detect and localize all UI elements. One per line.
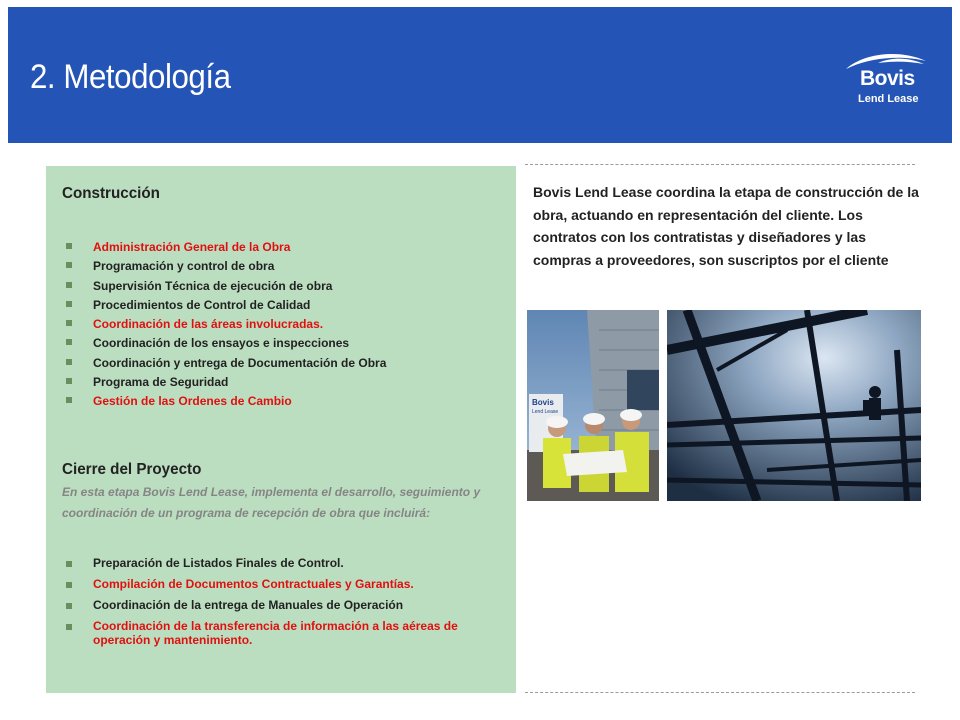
cierre-item xyxy=(62,577,508,591)
square-bullet-icon xyxy=(66,561,72,567)
construccion-item-label: Coordinación de los ensayos e inspecciones xyxy=(93,336,350,351)
construccion-item xyxy=(62,373,502,392)
photo-sign-subtext: Lend Lease xyxy=(532,409,559,415)
cierre-item-label: Compilación de Documentos Contractuales y Garantías. xyxy=(93,577,414,591)
cierre-item xyxy=(62,598,508,612)
divider-bottom xyxy=(525,692,915,693)
photo-workers xyxy=(527,310,659,501)
construccion-item-label: Procedimientos de Control de Calidad xyxy=(93,297,311,312)
logo-name: Bovis xyxy=(860,67,915,90)
cierre-intro: En esta etapa Bovis Lend Lease, implementa el desarrollo, seguimiento y coordinación de un programa de recepción de obra que incluirá: xyxy=(62,485,481,520)
cierre-title: Cierre del Proyecto xyxy=(62,461,202,478)
construccion-item-label: Supervisión Técnica de ejecución de obra xyxy=(93,278,333,293)
header-banner xyxy=(8,7,952,143)
square-bullet-icon xyxy=(66,262,72,268)
logo-subtitle: Lend Lease xyxy=(858,93,919,105)
cierre-item xyxy=(62,556,508,570)
divider-top xyxy=(525,164,915,165)
bovis-logo xyxy=(836,51,936,121)
photo-steel-structure xyxy=(667,310,921,501)
square-bullet-icon xyxy=(66,624,72,630)
construccion-item-label: Coordinación de las áreas involucradas. xyxy=(93,317,324,332)
square-bullet-icon xyxy=(66,603,72,609)
construccion-item xyxy=(62,354,502,373)
construccion-item xyxy=(62,257,502,276)
methodology-panel xyxy=(46,166,516,693)
construccion-item xyxy=(62,315,502,334)
construccion-item xyxy=(62,238,502,257)
square-bullet-icon xyxy=(66,582,72,588)
construccion-item-label: Administración General de la Obra xyxy=(93,240,291,254)
construccion-item xyxy=(62,334,502,353)
construccion-item-label: Coordinación y entrega de Documentación de Obra xyxy=(93,355,387,370)
construccion-item xyxy=(62,296,502,315)
square-bullet-icon xyxy=(66,378,72,384)
construccion-item xyxy=(62,277,502,296)
construccion-title: Construcción xyxy=(62,185,160,202)
square-bullet-icon xyxy=(66,301,72,307)
construccion-list xyxy=(62,238,502,412)
page-title: 2. Metodología xyxy=(30,58,231,96)
cierre-item-label: Preparación de Listados Finales de Control. xyxy=(93,556,344,570)
photo-sign-text: Bovis xyxy=(532,398,554,407)
square-bullet-icon xyxy=(66,282,72,288)
square-bullet-icon xyxy=(66,359,72,365)
construccion-item-label: Programación y control de obra xyxy=(93,259,275,274)
description-text: Bovis Lend Lease coordina la etapa de construcción de la obra, actuando en representación del cliente. Los contratos con los contratistas y diseñadores y las compras a proveedores, son suscriptos por el cliente xyxy=(533,184,919,268)
cierre-item-label: Coordinación de la entrega de Manuales de Operación xyxy=(93,598,404,612)
cierre-item-label: Coordinación de la transferencia de información a las aéreas de operación y mantenimiento. xyxy=(93,619,458,647)
square-bullet-icon xyxy=(66,339,72,345)
square-bullet-icon xyxy=(66,320,72,326)
construccion-item-label: Programa de Seguridad xyxy=(93,375,229,390)
square-bullet-icon xyxy=(66,397,72,403)
cierre-item xyxy=(62,619,508,647)
cierre-list xyxy=(62,556,508,654)
square-bullet-icon xyxy=(66,243,72,249)
construccion-item-label: Gestión de las Ordenes de Cambio xyxy=(93,394,292,409)
construccion-item xyxy=(62,392,502,411)
